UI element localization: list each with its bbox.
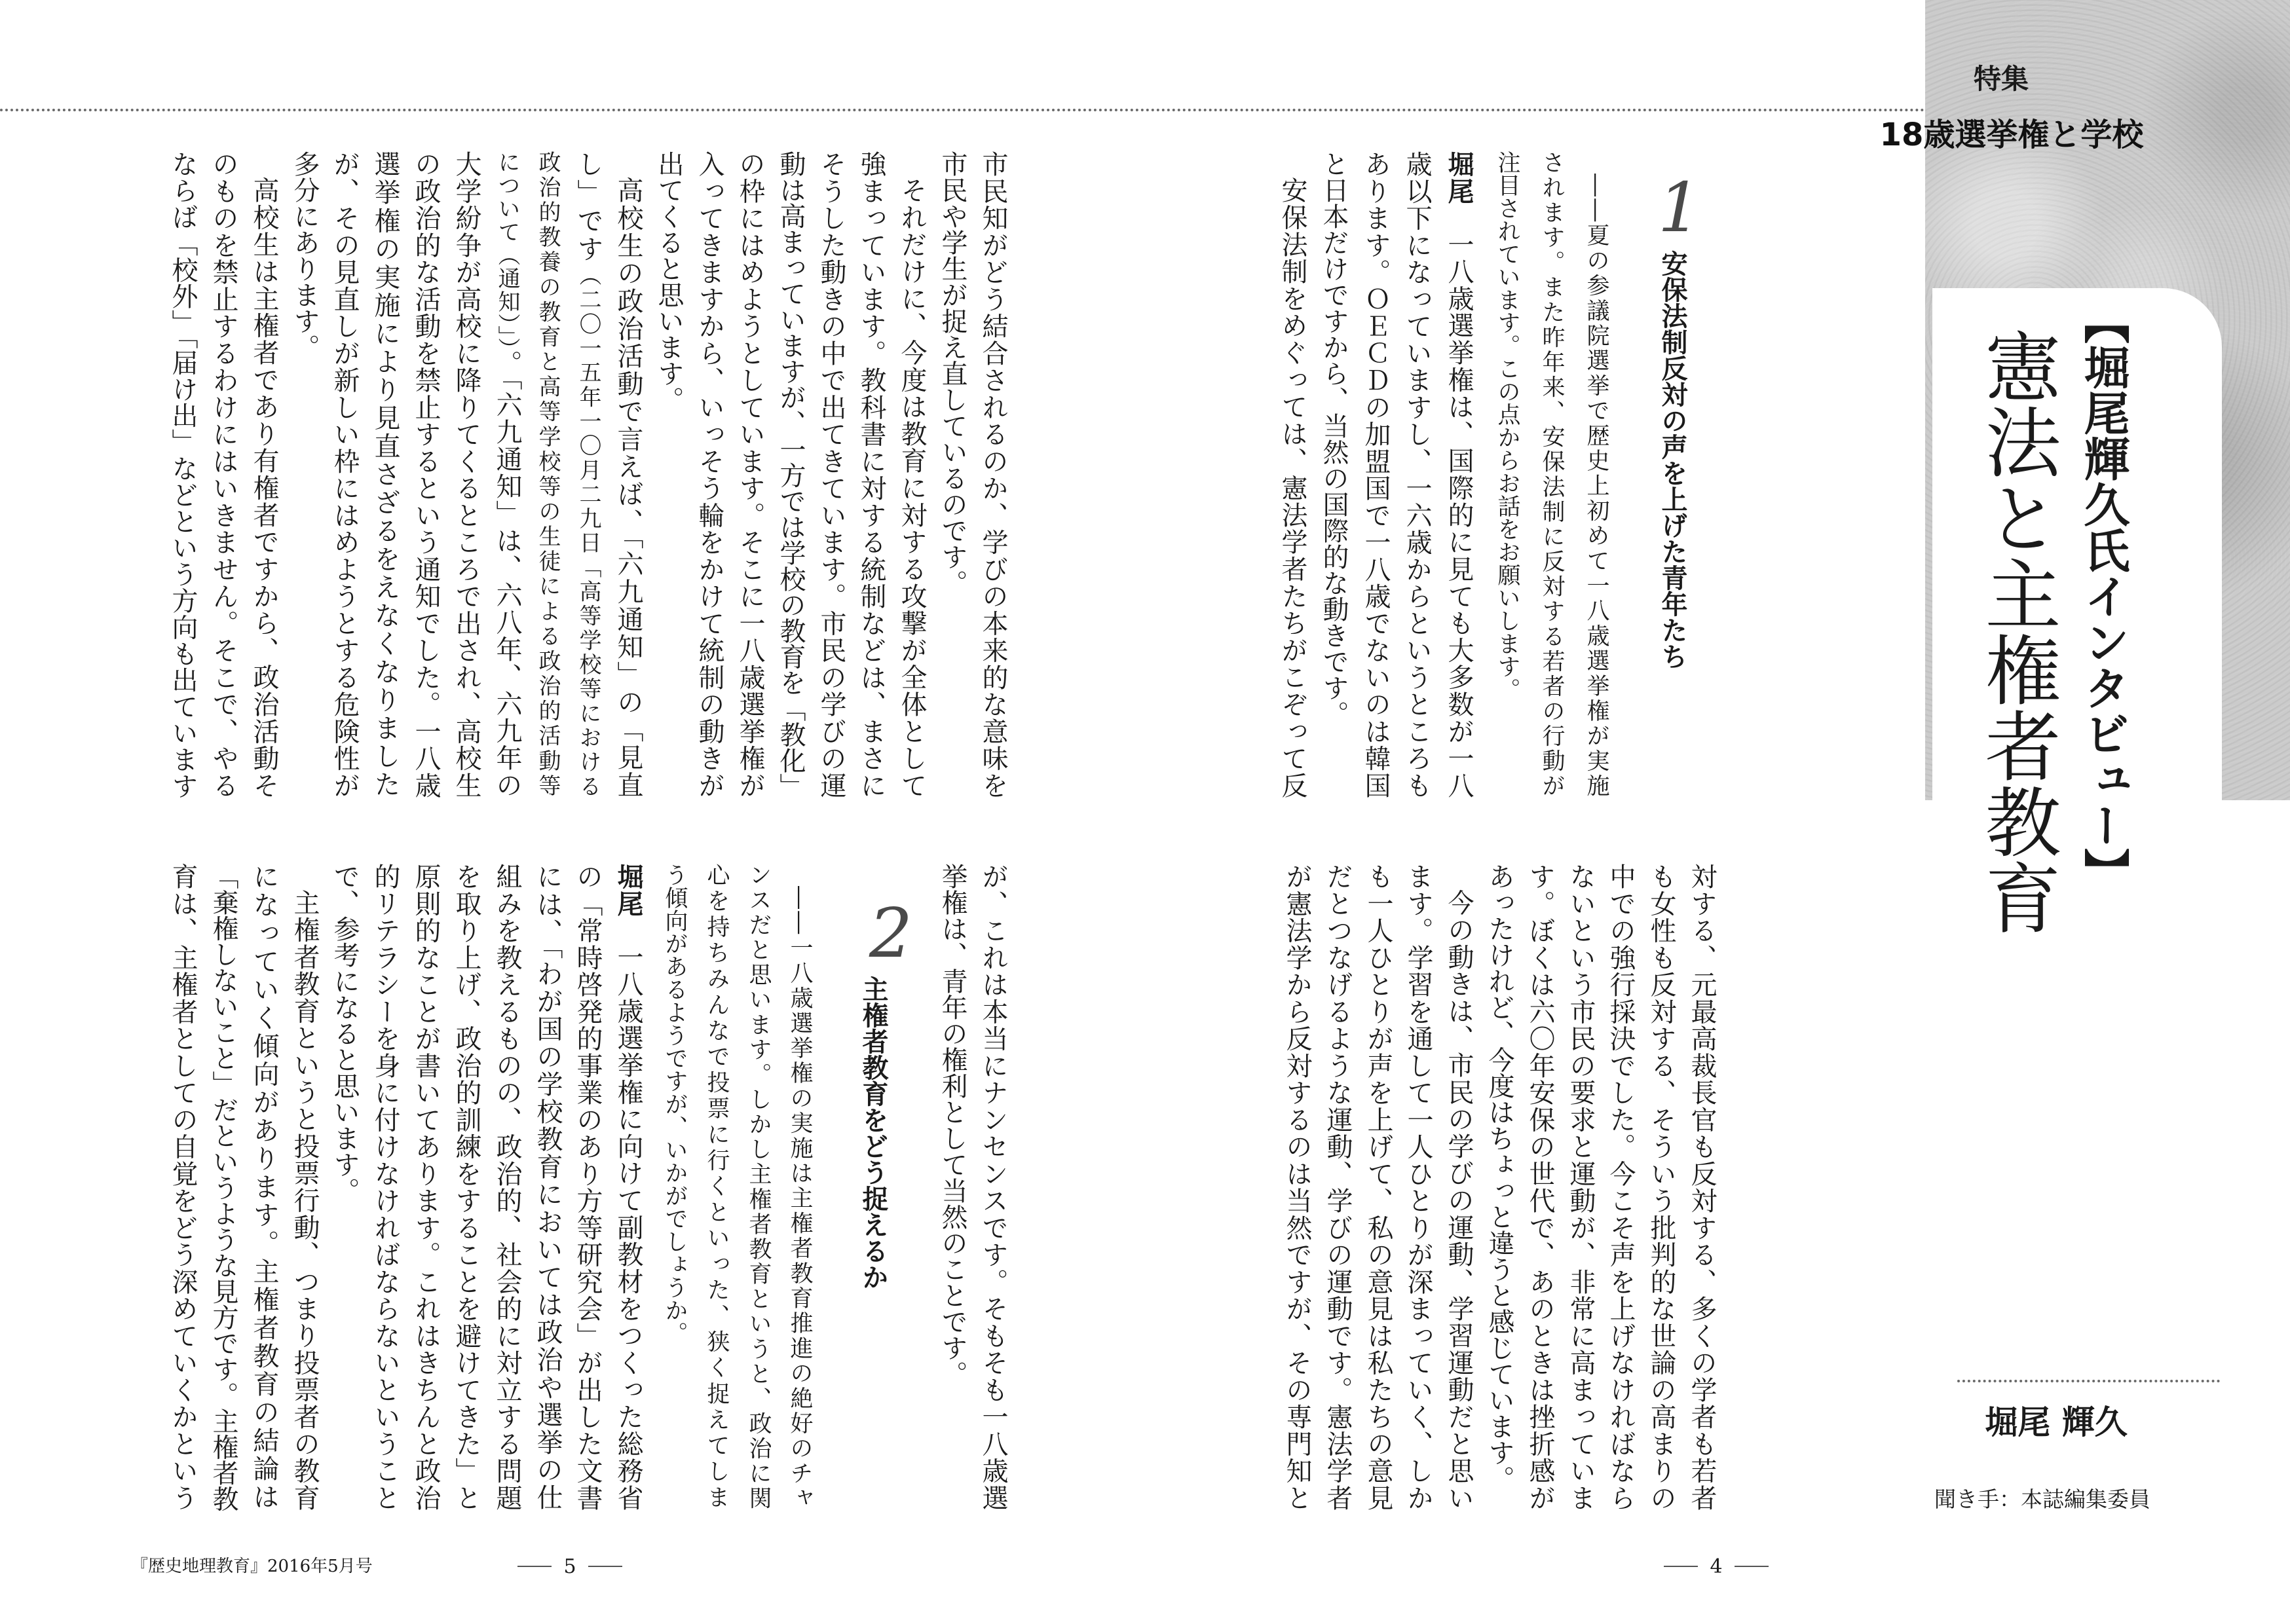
feature-label: 特集 [1973,63,2029,95]
text-column [693,151,726,799]
column-text: そうした動きの中で出てきています。市民の学びの運 [816,151,846,799]
text-column [450,863,483,1511]
question-column [1493,151,1522,799]
question-column [785,863,814,1511]
column-text: あります。ＯＥＣＤの加盟国で一八歳でないのは韓国 [1361,151,1391,799]
column-text: 一八歳選挙権に向けて副教材をつくった総務省 [613,943,643,1512]
column-text: も女性も反対する、そういう批判的な世論の高まりの [1646,863,1676,1511]
column-text: が、これは本当にナンセンスです。そもそも一八歳選 [978,863,1008,1511]
citation-note: （二〇一五年一〇月二九日「高等学校等における [575,263,601,800]
text-column [1281,863,1313,1511]
text-column [572,151,605,799]
page-number-value: 5 [563,1555,576,1578]
text-column [248,151,280,799]
page-number-value: 4 [1710,1555,1723,1578]
journal-footer: 『歴史地理教育』2016年5月号 [131,1557,373,1576]
interviewer-credit: 聞き手：本誌編集委員 [1934,1486,2150,1512]
text-column [166,863,199,1511]
question-column [660,863,689,1511]
text-column [1276,151,1309,799]
text-column [491,863,523,1511]
column-text: のものを禁止するわけにはいきません。そこで、やる [208,151,238,799]
text-column [450,151,483,799]
text-column [1321,863,1354,1511]
section-number: 2 [869,893,913,973]
column-text: 安保法制をめぐっては、憲法学者たちがこぞって反 [1277,177,1307,799]
question-text: ――夏の参議院選挙で歴史上初めて一八歳選挙権が実施 [1583,174,1609,799]
page-number-dash [588,1566,622,1567]
text-column [1524,863,1556,1511]
text-column [328,151,361,799]
column-text: 大学紛争が高校に降りてくるところで出され、高校生 [451,151,481,799]
text-column [328,863,361,1511]
text-column [1685,863,1718,1511]
column-text: す。ぼくは六〇年安保の世代で、あのときは挫折感が [1525,863,1555,1511]
question-text: ンスだと思います。しかし主権者教育というと、政治に関 [745,863,772,1511]
column-text: 組みを教えるものの、政治的、社会的に対立する問題 [492,863,522,1511]
text-column [288,151,321,799]
column-text: あったけれど、今度はちょっと違うと感じています。 [1484,863,1514,1492]
column-text: 一八歳選挙権は、国際的に見ても大多数が一八 [1444,231,1474,800]
column-text: ないという市民の要求と運動が、非常に高まっていま [1566,863,1596,1511]
author-name: 堀尾 輝久 [1985,1403,2128,1441]
column-text: 原則的なことが書いてあります。これはきちんと政治 [411,863,441,1511]
text-column [612,151,645,799]
text-column [571,863,604,1511]
column-text: が、その見直しが新しい枠にはめようとする危険性が [329,151,360,799]
text-column [734,151,766,799]
column-text: 高校生は主権者であり有権者ですから、政治活動そ [249,177,279,799]
page-number-dash [1735,1566,1769,1567]
column-text: と日本だけですから、当然の国際的な動きです。 [1319,151,1349,727]
text-column [1359,151,1392,799]
text-column [895,151,928,799]
page-number [1651,1552,1782,1581]
question-text: されます。また昨年来、安保法制に反対する若者の行動が [1539,151,1565,799]
column-text: になっていく傾向があります。主権者教育の結論は [249,863,279,1511]
page-number [504,1552,635,1581]
column-text: の枠にはめようとしています。そこに一八歳選挙権が [735,151,765,799]
text-column [977,151,1009,799]
page-number-dash [517,1566,552,1567]
column-text: 入ってきますから、いっそう輪をかけて統制の動きが [694,151,724,799]
column-text: の政治的な活動を禁止するという通知でした。一八歳 [411,151,441,799]
column-text: ます。学習を通して一人ひとりが深まっていく、しか [1403,863,1433,1511]
column-text: には、「わが国の学校教育においては政治や選挙の仕 [533,863,563,1511]
column-text: 的リテラシーを身に付けなければならないということ [370,863,400,1511]
speaker-label: 堀尾 [613,863,643,917]
text-column [288,863,321,1511]
text-column [409,863,442,1511]
text-column [207,863,240,1511]
column-text: も一人ひとりが声を上げて、私の意見は私たちの意見 [1363,863,1393,1511]
article-title: 憲法と主権者教育 [1972,327,2061,935]
question-column [702,863,731,1511]
column-text: 高校生の政治活動で言えば、「六九通知」の「見直 [613,177,643,799]
column-text: 選挙権の実施により見直さざるをえなくなりました [370,151,400,799]
column-text: 動は高まっていますが、一方では学校の教育を「教化」 [776,151,806,800]
question-text: 心を持ちみんなで投票に行くといった、狭く捉えてしま [704,863,730,1511]
text-column [774,151,807,799]
page-number-dash [1664,1566,1698,1567]
column-text: 多分にあります。 [290,151,320,360]
text-column [1442,863,1475,1511]
text-column [1362,863,1395,1511]
column-text: 中での強行採決でした。今こそ声を上げなければなら [1605,863,1636,1511]
question-column [1537,151,1566,799]
text-column [652,151,685,799]
section-heading: 主権者教育をどう捉えるか [858,976,888,1290]
column-text: 対する、元最高裁長官も反対する、多くの学者も若者 [1687,863,1717,1511]
byline-rule [1957,1380,2220,1382]
text-column [855,151,888,799]
section-number: 1 [1657,168,1702,248]
question-column [744,863,773,1511]
dotted-header-rule [0,109,1926,111]
text-column [1645,863,1678,1511]
question-column [1582,151,1611,799]
feature-title: 18歳選挙権と学校 [1879,117,2144,153]
text-column [166,151,199,799]
column-text: 。「六九通知」は、六八年、六九年の [492,350,522,800]
column-text: それだけに、今度は教育に対する攻撃が全体として [897,177,927,799]
text-column [1564,863,1597,1511]
text-column [207,151,240,799]
text-column [612,863,645,1511]
column-text: 育は、主権者としての自覚をどう深めていくかという [168,863,198,1511]
column-text: 歳以下になっていますし、一六歳からというところも [1402,151,1432,799]
question-text: う傾向があるようですが、いかがでしょうか。 [662,863,688,1344]
question-text: ――一八歳選挙権の実施は主権者教育推進の絶好のチャ [787,886,813,1511]
column-text: の「常時啓発的事業のあり方等研究会」が出した文書 [572,863,603,1511]
column-text: を取り上げ、政治的訓練をすることを避けてきた」と [451,863,481,1511]
column-text: 市民知がどう結合されるのか、学びの本来的な意味を [978,151,1008,799]
text-column [248,863,280,1511]
column-text: だとつなげるような運動、学びの運動です。憲法学者 [1323,863,1353,1511]
column-text: 挙権は、青年の権利として当然のことです。 [937,863,967,1387]
column-text: 「棄権しないこと」だというような見方です。主権者教 [208,863,238,1512]
text-column [815,151,848,799]
text-column [369,863,402,1511]
text-column [977,863,1009,1511]
text-column [1400,151,1433,799]
text-column [409,151,442,799]
text-column [531,151,564,799]
column-text: 主権者教育というと投票行動、つまり投票者の教育 [290,889,320,1511]
text-column [936,151,969,799]
citation-note: について（通知）」） [494,151,520,350]
speaker-label: 堀尾 [1444,151,1474,205]
text-column [491,151,523,799]
column-text: し」です [573,151,603,264]
column-text: で、参考になると思います。 [329,863,360,1204]
text-column [1317,151,1350,799]
column-text: ならば「校外」「届け出」などという方向も出ています [168,151,198,799]
question-text: 注目されています。この点からお話をお願いします。 [1494,151,1520,701]
text-column [1402,863,1435,1511]
column-text: 市民や学生が捉え直しているのです。 [937,151,967,596]
text-column [1483,863,1516,1511]
text-column [936,863,969,1511]
text-column [1604,863,1637,1511]
text-column [1442,151,1475,799]
text-column [531,863,564,1511]
column-text: が憲法学から反対するのは当然ですが、その専門知と [1282,863,1312,1511]
column-text: 強まっています。教科書に対する統制などは、まさに [856,151,886,799]
citation-note: 政治的教養の教育と高等学校等の生徒による政治的活動等 [535,151,561,799]
column-text: 今の動きは、市民の学びの運動、学習運動だと思い [1444,889,1474,1511]
text-column [369,151,402,799]
interview-series-label: 【堀尾輝久氏インタビュー】 [2076,298,2130,894]
column-text: 出てくると思います。 [654,151,684,413]
section-heading: 安保法制反対の声を上げた青年たち [1657,250,1687,669]
